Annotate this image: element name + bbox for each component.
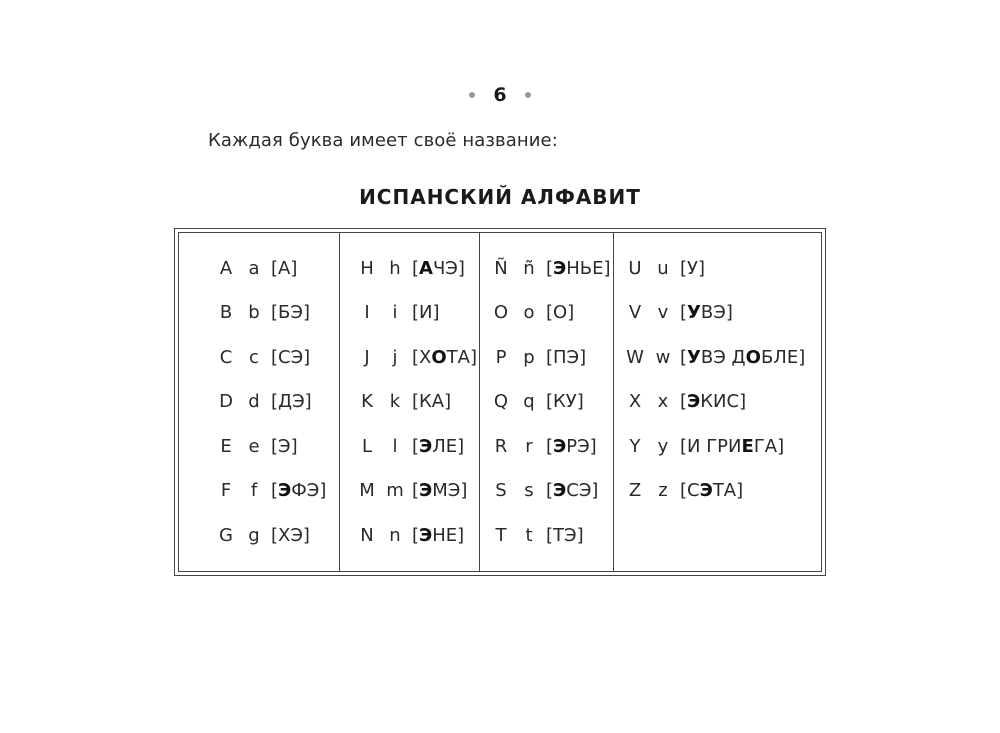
alphabet-row <box>352 389 451 415</box>
alphabet-row <box>486 478 598 504</box>
stressed-letter: Э <box>419 435 433 457</box>
alphabet-table <box>174 228 826 576</box>
alphabet-row <box>620 433 784 459</box>
alphabet-row <box>352 433 464 459</box>
alphabet-row <box>486 255 611 281</box>
lowercase-letter: g <box>248 524 260 546</box>
lowercase-letter: o <box>523 302 535 323</box>
letter-name: [И ГРИЕГА] <box>680 435 785 457</box>
lowercase-letter: m <box>386 480 404 501</box>
uppercase-letter: N <box>360 524 374 546</box>
dot-right-icon <box>525 92 531 98</box>
alphabet-row <box>211 300 310 326</box>
letter-name: [ЭФЭ] <box>271 480 327 501</box>
alphabet-row <box>211 522 310 548</box>
uppercase-letter: I <box>364 302 370 323</box>
uppercase-letter: C <box>219 346 233 368</box>
lowercase-letter: w <box>655 346 671 368</box>
page-number: 6 <box>493 84 507 106</box>
letter-name: [И] <box>412 302 440 323</box>
alphabet-row <box>486 389 584 415</box>
lowercase-letter: b <box>248 302 260 323</box>
lowercase-letter: e <box>248 435 260 457</box>
alphabet-row <box>352 255 465 281</box>
letter-name: [СЭ] <box>271 346 311 368</box>
uppercase-letter: A <box>219 257 233 279</box>
alphabet-row <box>620 389 746 415</box>
stressed-letter: Э <box>278 480 292 501</box>
stressed-letter: Э <box>699 480 713 501</box>
letter-name: [ЭКИС] <box>680 391 747 412</box>
lowercase-letter: v <box>657 302 669 323</box>
uppercase-letter: V <box>628 302 642 323</box>
lowercase-letter: l <box>392 435 398 457</box>
uppercase-letter: T <box>495 524 507 546</box>
uppercase-letter: B <box>219 302 233 323</box>
alphabet-row <box>620 478 743 504</box>
letter-name: [СЭТА] <box>680 480 744 501</box>
alphabet-row <box>486 300 574 326</box>
alphabet-row <box>352 344 477 370</box>
alphabet-row <box>620 255 705 281</box>
letter-name: [УВЭ] <box>680 302 733 323</box>
uppercase-letter: H <box>360 257 374 279</box>
alphabet-row <box>211 344 310 370</box>
lowercase-letter: q <box>523 391 535 412</box>
alphabet-column-3 <box>479 233 613 571</box>
uppercase-letter: L <box>361 435 373 457</box>
stressed-letter: Э <box>553 480 567 501</box>
stressed-letter: У <box>687 346 701 368</box>
letter-name: [КА] <box>412 391 452 412</box>
uppercase-letter: Q <box>493 391 509 412</box>
uppercase-letter: E <box>220 435 232 457</box>
uppercase-letter: D <box>219 391 233 412</box>
lowercase-letter: p <box>523 346 535 368</box>
letter-name: [БЭ] <box>271 302 310 323</box>
stressed-letter: Э <box>553 435 567 457</box>
lowercase-letter: h <box>389 257 401 279</box>
alphabet-column-1 <box>179 233 339 571</box>
alphabet-row <box>486 344 586 370</box>
alphabet-row <box>620 344 805 370</box>
lowercase-letter: x <box>657 391 669 412</box>
letter-name: [О] <box>546 302 575 323</box>
alphabet-title: ИСПАНСКИЙ АЛФАВИТ <box>359 185 641 209</box>
letter-name: [А] <box>271 257 298 279</box>
uppercase-letter: G <box>219 524 233 546</box>
lowercase-letter: k <box>389 391 401 412</box>
dot-left-icon <box>469 92 475 98</box>
letter-name: [КУ] <box>546 391 584 412</box>
uppercase-letter: W <box>626 346 644 368</box>
alphabet-row <box>486 433 597 459</box>
alphabet-column-2 <box>339 233 479 571</box>
letter-name: [ХЭ] <box>271 524 310 546</box>
letter-name: [У] <box>680 257 706 279</box>
page-header <box>0 84 1000 106</box>
uppercase-letter: X <box>628 391 642 412</box>
alphabet-row <box>486 522 584 548</box>
stressed-letter: О <box>745 346 761 368</box>
uppercase-letter: K <box>361 391 373 412</box>
lowercase-letter: d <box>248 391 260 412</box>
lowercase-letter: r <box>525 435 533 457</box>
stressed-letter: Э <box>419 480 433 501</box>
alphabet-row <box>211 433 298 459</box>
letter-name: [ЭЛЕ] <box>412 435 465 457</box>
lowercase-letter: u <box>657 257 669 279</box>
stressed-letter: Э <box>419 524 433 546</box>
letter-name: [ЭСЭ] <box>546 480 599 501</box>
letter-name: [ХОТА] <box>412 346 478 368</box>
alphabet-row <box>211 478 326 504</box>
letter-name: [ЭНЬЕ] <box>546 257 611 279</box>
lowercase-letter: c <box>249 346 259 368</box>
alphabet-row <box>211 255 297 281</box>
lowercase-letter: a <box>248 257 260 279</box>
lowercase-letter: s <box>524 480 534 501</box>
uppercase-letter: U <box>628 257 642 279</box>
intro-text: Каждая буква имеет своё название: <box>208 130 558 151</box>
alphabet-row <box>211 389 312 415</box>
uppercase-letter: P <box>495 346 507 368</box>
letter-name: [Э] <box>271 435 298 457</box>
lowercase-letter: t <box>525 524 533 546</box>
letter-name: [ЭНЕ] <box>412 524 465 546</box>
lowercase-letter: j <box>392 346 398 368</box>
stressed-letter: Е <box>741 435 754 457</box>
uppercase-letter: Y <box>629 435 641 457</box>
alphabet-row <box>352 522 464 548</box>
lowercase-letter: i <box>392 302 398 323</box>
lowercase-letter: z <box>658 480 668 501</box>
alphabet-column-4 <box>613 233 821 571</box>
letter-name: [АЧЭ] <box>412 257 465 279</box>
stressed-letter: А <box>419 257 433 279</box>
lowercase-letter: n <box>389 524 401 546</box>
alphabet-table-inner <box>178 232 822 572</box>
stressed-letter: Э <box>553 257 567 279</box>
letter-name: [ДЭ] <box>271 391 312 412</box>
stressed-letter: У <box>687 302 701 323</box>
letter-name: [ЭМЭ] <box>412 480 468 501</box>
alphabet-row <box>352 478 467 504</box>
lowercase-letter: ñ <box>523 257 535 279</box>
lowercase-letter: y <box>657 435 669 457</box>
alphabet-row <box>620 300 733 326</box>
uppercase-letter: Ñ <box>494 257 508 279</box>
uppercase-letter: S <box>495 480 507 501</box>
stressed-letter: О <box>431 346 447 368</box>
uppercase-letter: Z <box>628 480 642 501</box>
uppercase-letter: R <box>494 435 508 457</box>
letter-name: [ПЭ] <box>546 346 587 368</box>
letter-name: [ТЭ] <box>546 524 584 546</box>
lowercase-letter: f <box>250 480 258 501</box>
uppercase-letter: J <box>364 346 370 368</box>
uppercase-letter: O <box>493 302 509 323</box>
alphabet-row <box>352 300 440 326</box>
letter-name: [УВЭ ДОБЛЕ] <box>680 346 806 368</box>
letter-name: [ЭРЭ] <box>546 435 597 457</box>
uppercase-letter: M <box>359 480 375 501</box>
uppercase-letter: F <box>220 480 232 501</box>
stressed-letter: Э <box>687 391 701 412</box>
